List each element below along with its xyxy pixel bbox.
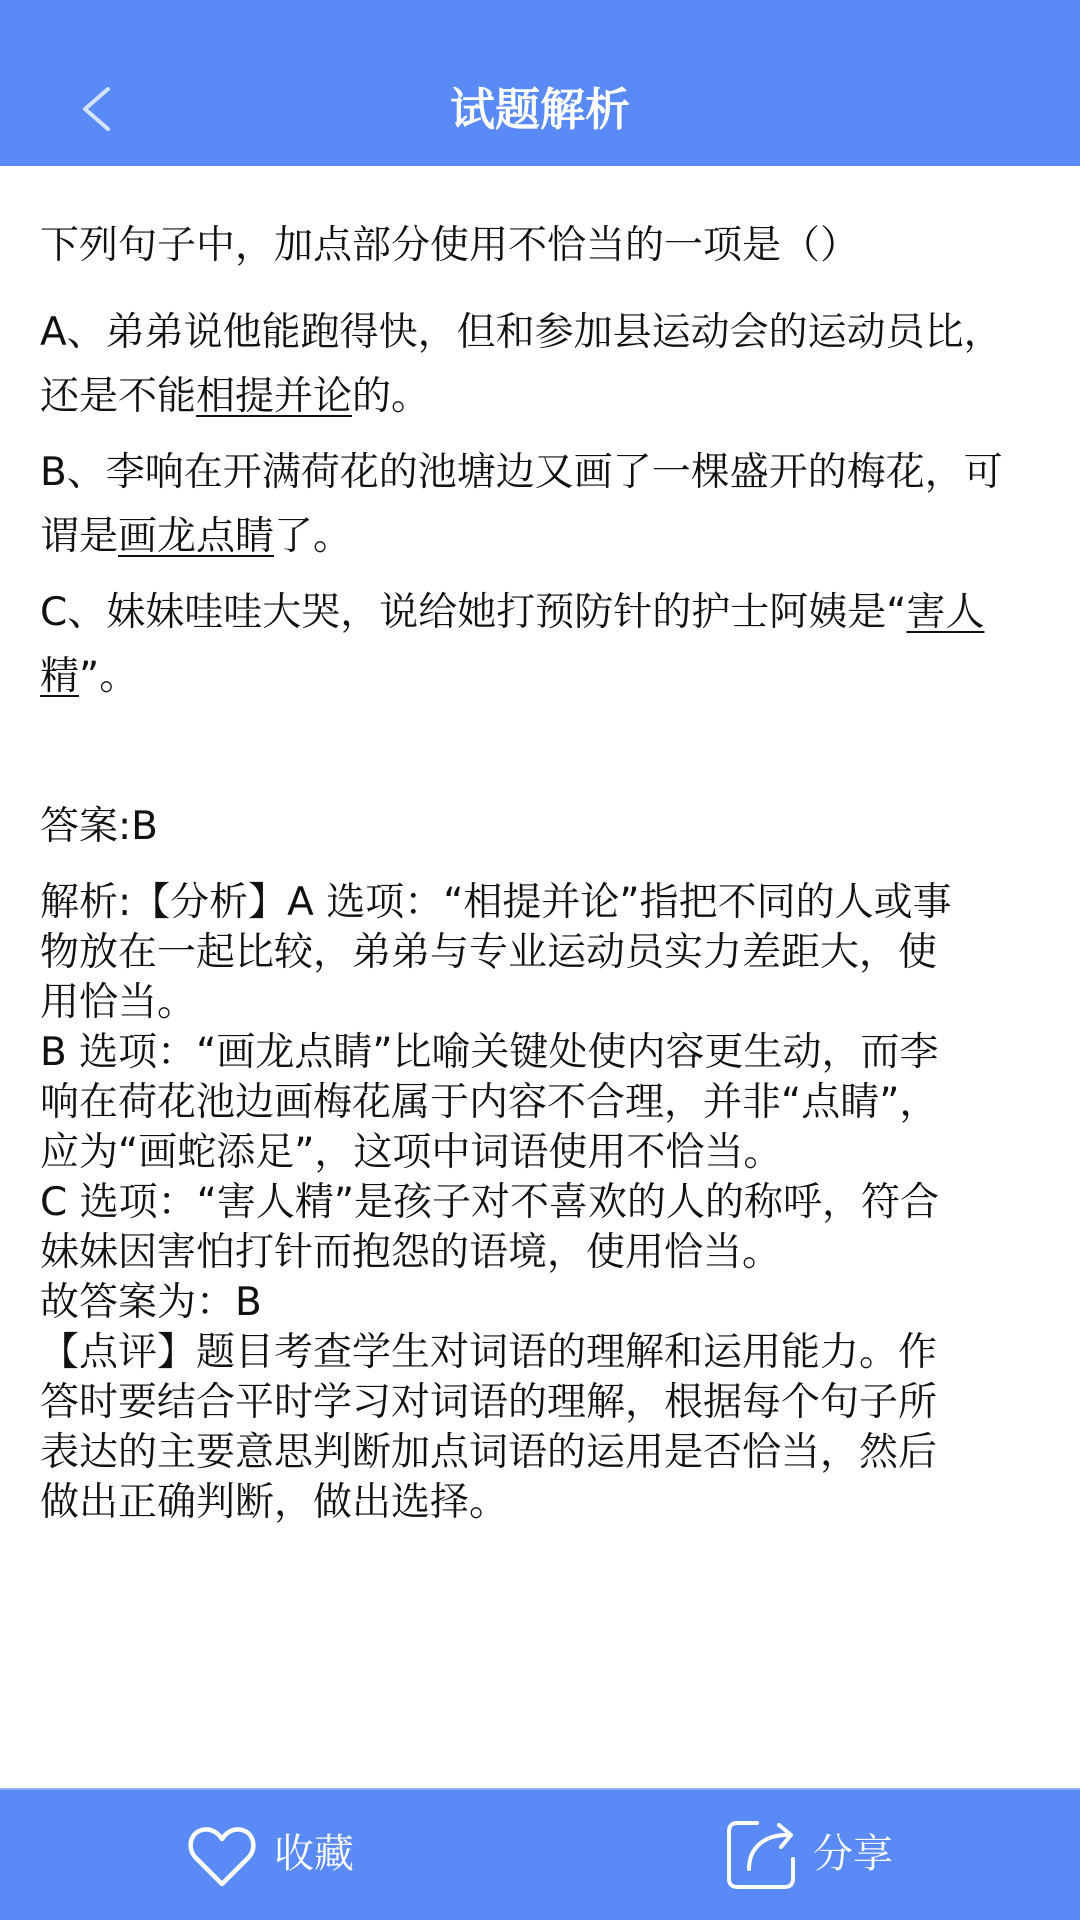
option-line xyxy=(40,441,1050,505)
option-text: 谓是 xyxy=(40,514,119,559)
analysis-line: 表达的主要意思判断加点词语的运用是否恰当，然后 xyxy=(40,1430,938,1475)
heart-outline-icon xyxy=(186,1824,258,1890)
option-b xyxy=(40,441,1050,569)
option-text: B、李响在开满荷花的池塘边又画了一棵盛开的梅花，可 xyxy=(40,450,1003,495)
analysis-line: 响在荷花池边画梅花属于内容不合理，并非“点睛”， xyxy=(40,1080,939,1125)
analysis-line: 应为“画蛇添足”，这项中词语使用不恰当。 xyxy=(40,1130,783,1175)
option-line xyxy=(40,365,1050,429)
page-title: 试题解析 xyxy=(449,83,630,136)
dotted-word: 精 xyxy=(40,654,80,699)
option-line xyxy=(40,505,1050,569)
favorite-button[interactable] xyxy=(170,1790,490,1920)
analysis-line: 用恰当。 xyxy=(40,980,197,1025)
analysis-line: B 选项：“画龙点睛”比喻关键处使内容更生动，而李 xyxy=(40,1030,939,1075)
analysis-line: 妹妹因害怕打针而抱怨的语境，使用恰当。 xyxy=(40,1230,782,1275)
option-line xyxy=(40,301,1050,365)
option-text: 还是不能 xyxy=(40,374,197,419)
option-text: C、妹妹哇哇大哭，说给她打预防针的护士阿姨是“ xyxy=(40,590,907,635)
option-text: 了。 xyxy=(274,514,353,559)
favorite-label: 收藏 xyxy=(274,1831,354,1877)
option-line xyxy=(40,581,1050,645)
dotted-word: 画龙点睛 xyxy=(118,514,275,559)
analysis-line: C 选项：“害人精”是孩子对不喜欢的人的称呼，符合 xyxy=(40,1180,940,1225)
option-c xyxy=(40,581,1050,709)
option-line xyxy=(40,645,1050,709)
dotted-word: 害人 xyxy=(906,590,985,635)
analysis-line: 故答案为：B xyxy=(40,1280,262,1325)
analysis xyxy=(40,878,1050,1528)
option-text: ”。 xyxy=(79,654,139,699)
share-button[interactable] xyxy=(710,1790,1030,1920)
analysis-line: 答时要结合平时学习对词语的理解，根据每个句子所 xyxy=(40,1380,938,1425)
question-stem xyxy=(40,214,1050,278)
bottom-action-bar xyxy=(0,1788,1080,1920)
answer-text: 答案:B xyxy=(40,804,158,849)
nav-header xyxy=(0,0,1080,166)
option-text: A、弟弟说他能跑得快，但和参加县运动会的运动员比， xyxy=(40,310,1003,355)
analysis-line: 做出正确判断，做出选择。 xyxy=(40,1480,509,1525)
question-stem-text: 下列句子中，加点部分使用不恰当的一项是（） xyxy=(40,223,860,268)
analysis-line: 解析:【分析】A 选项：“相提并论”指把不同的人或事 xyxy=(40,880,952,925)
share-label: 分享 xyxy=(813,1831,893,1877)
option-text: 的。 xyxy=(352,374,431,419)
analysis-line: 【点评】题目考查学生对词语的理解和运用能力。作 xyxy=(40,1330,938,1375)
share-icon xyxy=(725,1819,799,1891)
analysis-line: 物放在一起比较，弟弟与专业运动员实力差距大，使 xyxy=(40,930,938,975)
option-a xyxy=(40,301,1050,429)
answer xyxy=(40,795,1050,859)
dotted-word: 相提并论 xyxy=(196,374,353,419)
